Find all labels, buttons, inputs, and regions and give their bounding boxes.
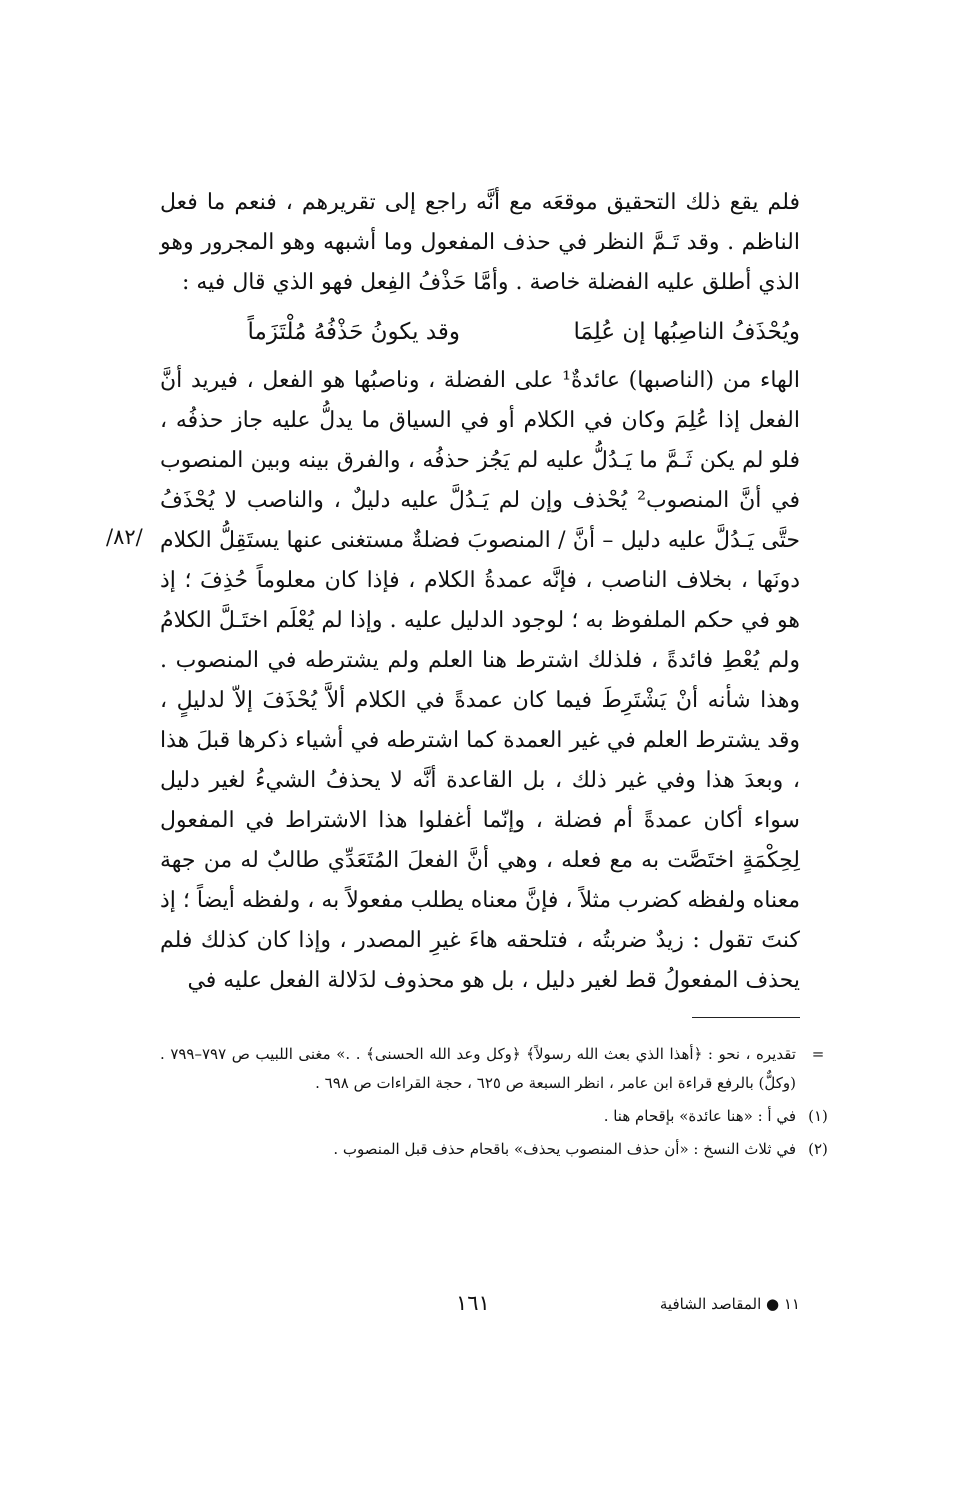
verse-second-hemistich: وقد يكونُ حَذْفُهُ مُلْتَزَماً: [247, 319, 460, 345]
footnote-text: في أ : «هنا عائدة» بإقحام هنا .: [603, 1107, 796, 1125]
footnote-mark: (١): [808, 1107, 828, 1125]
verse-first-hemistich: ويُحْذَفُ الناصِبُها إن عُلِمَا: [573, 319, 800, 345]
paragraph-2: الهاء من (الناصبها) عائدةٌ¹ على الفضلة ، وناصبُها هو الفعل ، فيريد أنَّ الفعل إذا عُلِمَ وكان في الكلام أو في السياق ما يدلُّ عليه جاز حذفُه ، فلو لم يكن ثَـمَّ ما يَـدُلُّ عليه لم يَجُز حذفُه ، والفرق بينه وبين المنصوب في أنَّ المنصوب² يُحْذف وإن لم يَـدُلَّ عليه دليلٌ ، والناصب لا يُحْذَفُ حتَّى يَـدُلَّ عليه دليل – أنَّ / المنصوبَ فضلةٌ مستغنى عنها يستَقِلُّ الكلام دونَها ، بخلاف الناصب ، فإنَّه عمدةُ الكلام ، فإذا كان معلوماً حُذِفَ ؛ إذ هو في حكم الملفوظ به ؛ لوجود الدليل عليه . وإذا لم يُعْلَم اختَـلَّ الكلامُ ولم يُعْطِ فائدةً ، فلذلك اشترط هنا العلم ولم يشترطه في المنصوب . وهذا شأنه أنْ يَشْتَرِطَ فيما كان عمدةً في الكلام ألاَّ يُحْذَفَ إلاّ لدليلٍ ، وقد يشترط العلم في غير العمدة كما اشترطه في أشياء ذكرها قبلَ هذا ، وبعدَ هذا وفي غير ذلك ، بل القاعدة أنَّه لا يحذفُ الشيءُ لغير دليل سواء أكان عمدةً أم فضلة ، وإنّما أغفلوا هذا الاشتراط في المفعول لِحِكْمَةٍ اختَصَّت به مع فعله ، وهي أنَّ الفعلَ المُتَعَدِّي طالبٌ له من جهة معناه ولفظه كضرب مثلاً ، فإنَّ معناه يطلب مفعولاً به ، ولفظه أيضاً ؛ إذ كنتَ تقول : زيدٌ ضربتُه ، فتلحقه هاءَ غيرِ المصدر ، وإذا كان كذلك فلم يحذف المفعولُ قط لغير دليل ، بل هو محذوف لدَلالة الفعل عليه في: [160, 368, 800, 993]
footnote-continuation: [160, 1040, 840, 1098]
page-number: ١٦١: [456, 1291, 490, 1315]
manuscript-folio-marker: /٨٢/: [106, 525, 143, 549]
footnote-mark: =: [811, 1045, 825, 1063]
footnote-text: تقديره ، نحو : ﴿أهذا الذي بعث الله رسولاً﴾ ﴿وكل وعد الله الحسنى﴾ . .» مغنى اللبيب ص ٧٩٧–٧٩٩ . (وكلٌّ) بالرفع قراءة ابن عامر ، انظر السبعة ص ٦٢٥ ، حجة القراءات ص ٦٩٨ .: [160, 1045, 796, 1092]
footnote-text: في ثلاث النسخ : «أن حذف المنصوب يحذف» باقحام حذف قبل المنصوب .: [333, 1140, 796, 1158]
poem-verse: [160, 303, 800, 361]
footnotes: [160, 1040, 840, 1168]
footnote-separator: [692, 1017, 800, 1018]
footnote-2: [160, 1135, 840, 1164]
main-text: [160, 183, 800, 1001]
page-footer: [160, 1291, 840, 1325]
footnote-mark: (٢): [808, 1140, 828, 1158]
paragraph-1: فلم يقع ذلك التحقيق موقعَه مع أنَّه راجع إلى تقريرهم ، فنعم ما فعل الناظم . وقد تَـمَّ النظر في حذف المفعول وما أشبهه وهو المجرور وهو الذي أطلق عليه الفضلة خاصة . وأمَّا حَذْفُ الفِعل فهو الذي قال فيه :: [160, 190, 800, 295]
footnote-1: [160, 1102, 840, 1131]
running-title: ١١ ● المقاصد الشافية: [659, 1295, 800, 1313]
